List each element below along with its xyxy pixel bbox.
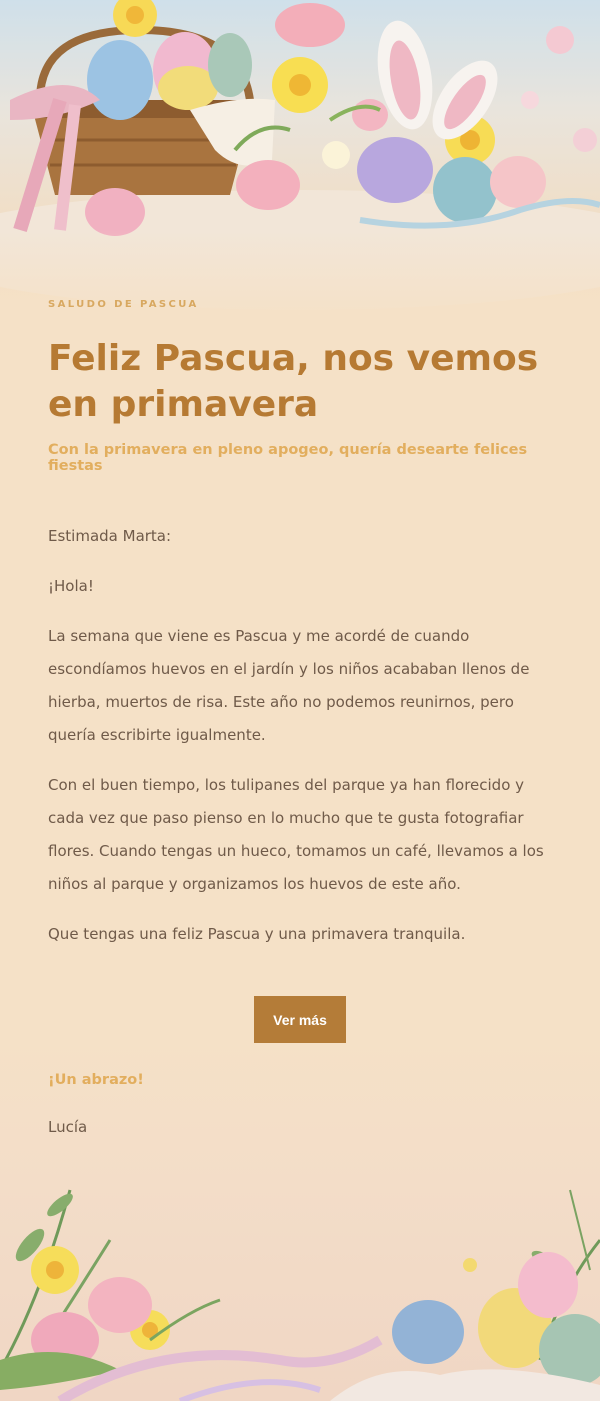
easter-eggs-flowers-illustration (0, 1040, 600, 1401)
page-title: Feliz Pascua, nos vemos en primavera (48, 338, 539, 425)
signature: Lucía (48, 1118, 88, 1136)
ver-mas-button[interactable]: Ver más (254, 996, 346, 1043)
hello-line: ¡Hola! (48, 577, 94, 595)
closing-wish: Que tengas una feliz Pascua y una primavera tranquila. (48, 925, 466, 943)
letter-body (48, 520, 558, 968)
greeting: Estimada Marta: (48, 527, 172, 545)
easter-basket-illustration (0, 0, 600, 320)
eyebrow-label: SALUDO DE PASCUA (48, 299, 199, 310)
footer-illustration (0, 1040, 600, 1401)
paragraph-1: La semana que viene es Pascua y me acordé de cuando escondíamos huevos en el jardín y los niños acababan llenos de hierba, muertos de risa. Este año no podemos reunirnos, pero quería escribirte igualmente. (48, 627, 530, 744)
header-illustration (0, 0, 600, 320)
subtitle: Con la primavera en pleno apogeo, quería desearte felices fiestas (48, 442, 528, 474)
signoff: ¡Un abrazo! (48, 1072, 144, 1088)
paragraph-2: Con el buen tiempo, los tulipanes del parque ya han florecido y cada vez que paso pienso en lo mucho que te gusta fotografiar flores. Cuando tengas un hueco, tomamos un café, llevamos a los niños al parque y organizamos los huevos de este año. (48, 776, 544, 893)
